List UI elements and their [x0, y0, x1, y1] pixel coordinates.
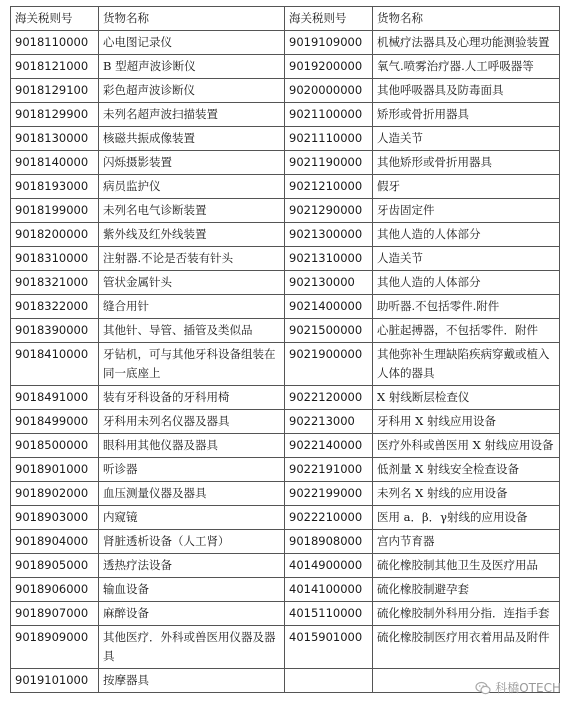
- table-row: [11, 578, 560, 602]
- goods-name-right: 心脏起搏器，不包括零件．附件: [373, 319, 560, 343]
- goods-name-right: 硫化橡胶制外科用分指．连指手套: [373, 602, 560, 626]
- tariff-code-right: 902213000: [285, 410, 373, 434]
- table-row: [11, 151, 560, 175]
- tariff-code-right: 9021110000: [285, 127, 373, 151]
- tariff-code-left: 9018904000: [11, 530, 99, 554]
- tariff-code-left: 9018322000: [11, 295, 99, 319]
- table-row: [11, 271, 560, 295]
- goods-name-right: X 射线断层检查仪: [373, 386, 560, 410]
- goods-name-left: 紫外线及红外线装置: [99, 223, 285, 247]
- goods-name-left: 输血设备: [99, 578, 285, 602]
- goods-name-left: 未列名电气诊断装置: [99, 199, 285, 223]
- table-row: [11, 55, 560, 79]
- tariff-table: [10, 6, 560, 693]
- goods-name-right: 其他矫形或骨折用器具: [373, 151, 560, 175]
- tariff-code-left: 9018410000: [11, 343, 99, 386]
- tariff-code-right: 9021400000: [285, 295, 373, 319]
- goods-name-right: 矫形或骨折用器具: [373, 103, 560, 127]
- goods-name-right: 氧气.喷雾治疗器.人工呼吸器等: [373, 55, 560, 79]
- tariff-code-right: 9018908000: [285, 530, 373, 554]
- tariff-code-left: 9018193000: [11, 175, 99, 199]
- goods-name-left: 装有牙科设备的牙科用椅: [99, 386, 285, 410]
- table-row: [11, 31, 560, 55]
- tariff-code-right: 9019109000: [285, 31, 373, 55]
- tariff-code-right: 9019200000: [285, 55, 373, 79]
- goods-name-left: 血压测量仪器及器具: [99, 482, 285, 506]
- watermark-text: 科橋OTECH: [495, 681, 561, 695]
- header-row: [11, 7, 560, 31]
- table-row: [11, 127, 560, 151]
- tariff-code-right: 902130000: [285, 271, 373, 295]
- tariff-code-left: 9018906000: [11, 578, 99, 602]
- goods-name-left: 其他针、导管、插管及类似品: [99, 319, 285, 343]
- table-row: [11, 343, 560, 386]
- watermark: [475, 679, 561, 696]
- goods-name-left: 注射器.不论是否装有针头: [99, 247, 285, 271]
- tariff-code-left: 9018129100: [11, 79, 99, 103]
- header-goods-name-left: 货物名称: [99, 7, 285, 31]
- goods-name-right: 机械疗法器具及心理功能测验装置: [373, 31, 560, 55]
- wechat-logo-icon: [475, 680, 491, 696]
- tariff-code-right: 9021290000: [285, 199, 373, 223]
- goods-name-right: 其他人造的人体部分: [373, 271, 560, 295]
- goods-name-left: 透热疗法设备: [99, 554, 285, 578]
- tariff-code-left: 9018121000: [11, 55, 99, 79]
- goods-name-left: 其他医疗．外科或兽医用仪器及器具: [99, 626, 285, 669]
- tariff-code-right: 4014100000: [285, 578, 373, 602]
- goods-name-left: 彩色超声波诊断仪: [99, 79, 285, 103]
- tariff-code-right: 4015110000: [285, 602, 373, 626]
- table-row: [11, 626, 560, 669]
- goods-name-right: 医用 a．β．γ射线的应用设备: [373, 506, 560, 530]
- tariff-code-right: 9022191000: [285, 458, 373, 482]
- goods-name-right: 假牙: [373, 175, 560, 199]
- tariff-code-right: 9022140000: [285, 434, 373, 458]
- tariff-code-left: 9018903000: [11, 506, 99, 530]
- tariff-code-left: 9018129900: [11, 103, 99, 127]
- goods-name-left: B 型超声波诊断仪: [99, 55, 285, 79]
- goods-name-right: 其他弥补生理缺陷疾病穿戴或植入人体的器具: [373, 343, 560, 386]
- tariff-code-left: 9018110000: [11, 31, 99, 55]
- table-row: [11, 482, 560, 506]
- table-row: [11, 530, 560, 554]
- table-row: [11, 506, 560, 530]
- table-row: [11, 79, 560, 103]
- table-row: [11, 458, 560, 482]
- table-row: [11, 199, 560, 223]
- goods-name-left: 核磁共振成像装置: [99, 127, 285, 151]
- table-row: [11, 602, 560, 626]
- goods-name-left: 病员监护仪: [99, 175, 285, 199]
- table-row: [11, 554, 560, 578]
- goods-name-right: 硫化橡胶制医疗用衣着用品及附件: [373, 626, 560, 669]
- goods-name-right: 低剂量 X 射线安全检查设备: [373, 458, 560, 482]
- goods-name-right: 硫化橡胶制其他卫生及医疗用品: [373, 554, 560, 578]
- goods-name-right: 宫内节育器: [373, 530, 560, 554]
- goods-name-left: 按摩器具: [99, 669, 285, 693]
- header-goods-name-right: 货物名称: [373, 7, 560, 31]
- tariff-code-left: 9018491000: [11, 386, 99, 410]
- tariff-code-right: 9021310000: [285, 247, 373, 271]
- tariff-code-left: 9018199000: [11, 199, 99, 223]
- tariff-code-right: 9022210000: [285, 506, 373, 530]
- tariff-code-right: 9020000000: [285, 79, 373, 103]
- table-row: [11, 247, 560, 271]
- table-row: [11, 386, 560, 410]
- tariff-code-left: 9018905000: [11, 554, 99, 578]
- tariff-code-left: 9018902000: [11, 482, 99, 506]
- tariff-code-left: 9018140000: [11, 151, 99, 175]
- tariff-code-right: 9021190000: [285, 151, 373, 175]
- goods-name-left: 未列名超声波扫描装置: [99, 103, 285, 127]
- table-row: [11, 434, 560, 458]
- tariff-code-right: 4015901000: [285, 626, 373, 669]
- goods-name-right: 硫化橡胶制避孕套: [373, 578, 560, 602]
- tariff-code-left: 9019101000: [11, 669, 99, 693]
- goods-name-left: 内窥镜: [99, 506, 285, 530]
- goods-name-right: 医疗外科或兽医用 X 射线应用设备: [373, 434, 560, 458]
- goods-name-right: 其他呼吸器具及防毒面具: [373, 79, 560, 103]
- tariff-code-right: 9022199000: [285, 482, 373, 506]
- tariff-code-right: 9021300000: [285, 223, 373, 247]
- tariff-code-right: 9021210000: [285, 175, 373, 199]
- tariff-code-right: 9021100000: [285, 103, 373, 127]
- goods-name-right: 人造关节: [373, 127, 560, 151]
- tariff-code-left: 9018130000: [11, 127, 99, 151]
- table-row: [11, 410, 560, 434]
- table-body: [11, 31, 560, 693]
- goods-name-left: 肾脏透析设备（人工肾）: [99, 530, 285, 554]
- table-row: [11, 295, 560, 319]
- tariff-code-left: 9018499000: [11, 410, 99, 434]
- table-row: [11, 103, 560, 127]
- tariff-code-left: 9018901000: [11, 458, 99, 482]
- goods-name-left: 心电图记录仪: [99, 31, 285, 55]
- goods-name-right: 人造关节: [373, 247, 560, 271]
- tariff-code-left: 9018310000: [11, 247, 99, 271]
- header-tariff-code-left: 海关税则号: [11, 7, 99, 31]
- tariff-code-right: 4014900000: [285, 554, 373, 578]
- goods-name-left: 听诊器: [99, 458, 285, 482]
- goods-name-right: 牙科用 X 射线应用设备: [373, 410, 560, 434]
- goods-name-left: 麻醉设备: [99, 602, 285, 626]
- tariff-code-left: 9018500000: [11, 434, 99, 458]
- goods-name-left: 牙科用未列名仪器及器具: [99, 410, 285, 434]
- tariff-code-left: 9018321000: [11, 271, 99, 295]
- goods-name-right: 其他人造的人体部分: [373, 223, 560, 247]
- table-row: [11, 319, 560, 343]
- table-row: [11, 175, 560, 199]
- tariff-code-right: 9021500000: [285, 319, 373, 343]
- goods-name-right: 牙齿固定件: [373, 199, 560, 223]
- header-tariff-code-right: 海关税则号: [285, 7, 373, 31]
- tariff-code-left: 9018390000: [11, 319, 99, 343]
- tariff-code-right: [285, 669, 373, 693]
- tariff-code-left: 9018909000: [11, 626, 99, 669]
- table-row: [11, 223, 560, 247]
- tariff-code-left: 9018200000: [11, 223, 99, 247]
- goods-name-right: 未列名 X 射线的应用设备: [373, 482, 560, 506]
- tariff-code-right: 9021900000: [285, 343, 373, 386]
- goods-name-left: 闪烁摄影装置: [99, 151, 285, 175]
- goods-name-left: 眼科用其他仪器及器具: [99, 434, 285, 458]
- goods-name-left: 缝合用针: [99, 295, 285, 319]
- goods-name-right: 助听器.不包括零件.附件: [373, 295, 560, 319]
- tariff-code-right: 9022120000: [285, 386, 373, 410]
- tariff-code-left: 9018907000: [11, 602, 99, 626]
- goods-name-left: 牙钻机，可与其他牙科设备组装在同一底座上: [99, 343, 285, 386]
- goods-name-left: 管状金属针头: [99, 271, 285, 295]
